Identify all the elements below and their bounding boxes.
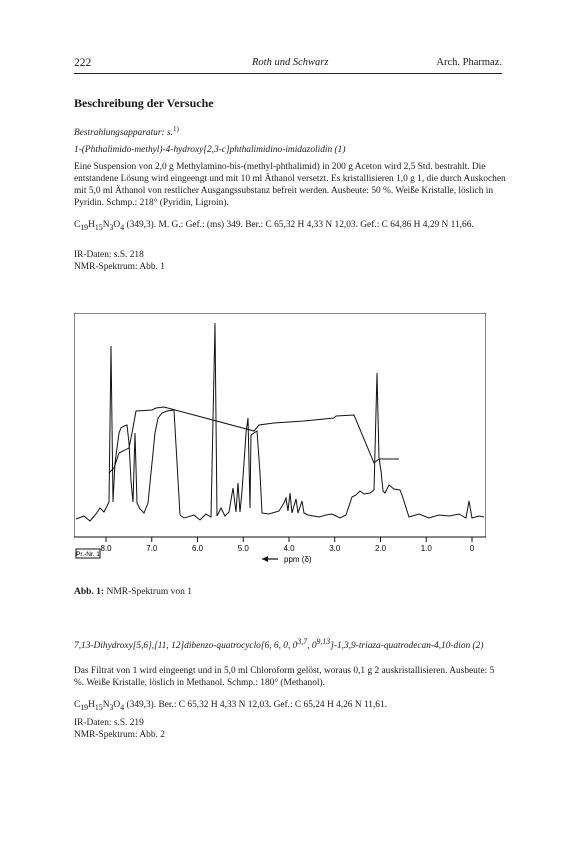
apparatus-ref: 1) — [172, 125, 179, 133]
apparatus-line — [74, 123, 506, 139]
header-rule — [74, 73, 502, 74]
compound2-procedure: Das Filtrat von 1 wird eingeengt und in 5,0 ml Chloroform gelöst, woraus 0,1 g 2 auskristallisieren. Ausbeute: 5 %. Weiße Kristalle, löslich in Methanol. Schmp.: 180° (Methanol). — [74, 666, 495, 688]
integration-curve — [109, 407, 399, 473]
compound1-formula: $C_{19}H_{15}N_3O_4$ — [74, 220, 125, 232]
x-tick-label: 8.0 — [100, 544, 112, 553]
compound2-analysis-line — [74, 699, 506, 714]
compound1-ir: IR-Daten: s.S. 218 — [74, 250, 144, 260]
spectrum-stamp: Pr.-Nr. 1 — [76, 551, 100, 558]
compound2-name: 7,13-Dihydroxy[5,6],[11, 12]dibenzo-quatrocyclo[6, 6, 0, 0$^{3,7}$, 0$^{9,13}$]-1,3,9-triaza-quatrodecan-4,10-dion (2) — [74, 637, 484, 652]
compound1-nmr: NMR-Spektrum: Abb. 1 — [74, 262, 165, 272]
x-axis-ticks — [100, 537, 474, 553]
x-tick-label: 4.0 — [283, 544, 295, 553]
caption-text: NMR-Spektrum von 1 — [106, 587, 192, 597]
nmr-trace — [76, 323, 484, 521]
compound1-name: 1-(Phthalimido-methyl)-4-hydroxy[2,3-c]phthalimidino-imidazolidin (1) — [74, 145, 346, 155]
compound2-formula: $C_{19}H_{15}N_3O_4$ — [74, 700, 125, 712]
figure1-caption — [74, 587, 192, 597]
page-number: 222 — [74, 57, 92, 69]
x-tick-label: 0 — [469, 544, 475, 553]
caption-label: Abb. 1: — [74, 587, 105, 597]
x-tick-label: 2.0 — [374, 544, 387, 553]
x-tick-label: 1.0 — [420, 544, 432, 553]
x-tick-label: 3.0 — [329, 544, 341, 553]
x-tick-label: 5.0 — [237, 544, 249, 553]
compound2-nmr: NMR-Spektrum: Abb. 2 — [74, 730, 165, 740]
running-authors: Roth und Schwarz — [252, 57, 329, 68]
x-tick-label: 6.0 — [191, 544, 204, 553]
journal-name: Arch. Pharmaz. — [436, 57, 502, 68]
axis-arrow-head — [262, 556, 268, 562]
compound1-analysis: (349,3). M. G.: Gef.: (ms) 349. Ber.: C 65,32 H 4,33 N 12,03. Gef.: C 64,86 H 4,29 N 11,66. — [124, 220, 474, 230]
section-title: Beschreibung der Versuche — [74, 96, 214, 110]
apparatus-label: Bestrahlungsapparatur: s. — [74, 128, 173, 139]
running-header — [74, 57, 502, 71]
compound1-procedure: Eine Suspension von 2,0 g Methylamino-bis-(methyl-phthalimid) in 200 g Aceton wird 2,5 Std. bestrahlt. Die entstandene Lösung wird eingeengt und mit 10 ml Äthanol versetzt. Es kristallisieren 1,0 g 1, die durch Auskochen mit 5,0 ml Äthanol von restlicher Ausgangssubstanz befreit werden. Ausbeute: 50 %. Weiße Kristalle, löslich in Pyridin. Schmp.: 218° (Pyridin, Ligroin). — [74, 162, 506, 208]
x-axis-label: ppm (δ) — [284, 555, 312, 564]
plot-frame — [74, 313, 486, 537]
x-axis — [74, 537, 486, 553]
nmr-spectrum-plot — [74, 313, 486, 583]
compound1-analysis-line — [74, 219, 506, 234]
compound2-analysis: (349,3). Ber.: C 65,32 H 4,33 N 12,03. Gef.: C 65,24 H 4,26 N 11,61. — [124, 700, 388, 710]
compound2-ir: IR-Daten: s.S. 219 — [74, 718, 144, 728]
x-tick-label: 7.0 — [146, 544, 158, 553]
nmr-figure — [74, 313, 486, 588]
